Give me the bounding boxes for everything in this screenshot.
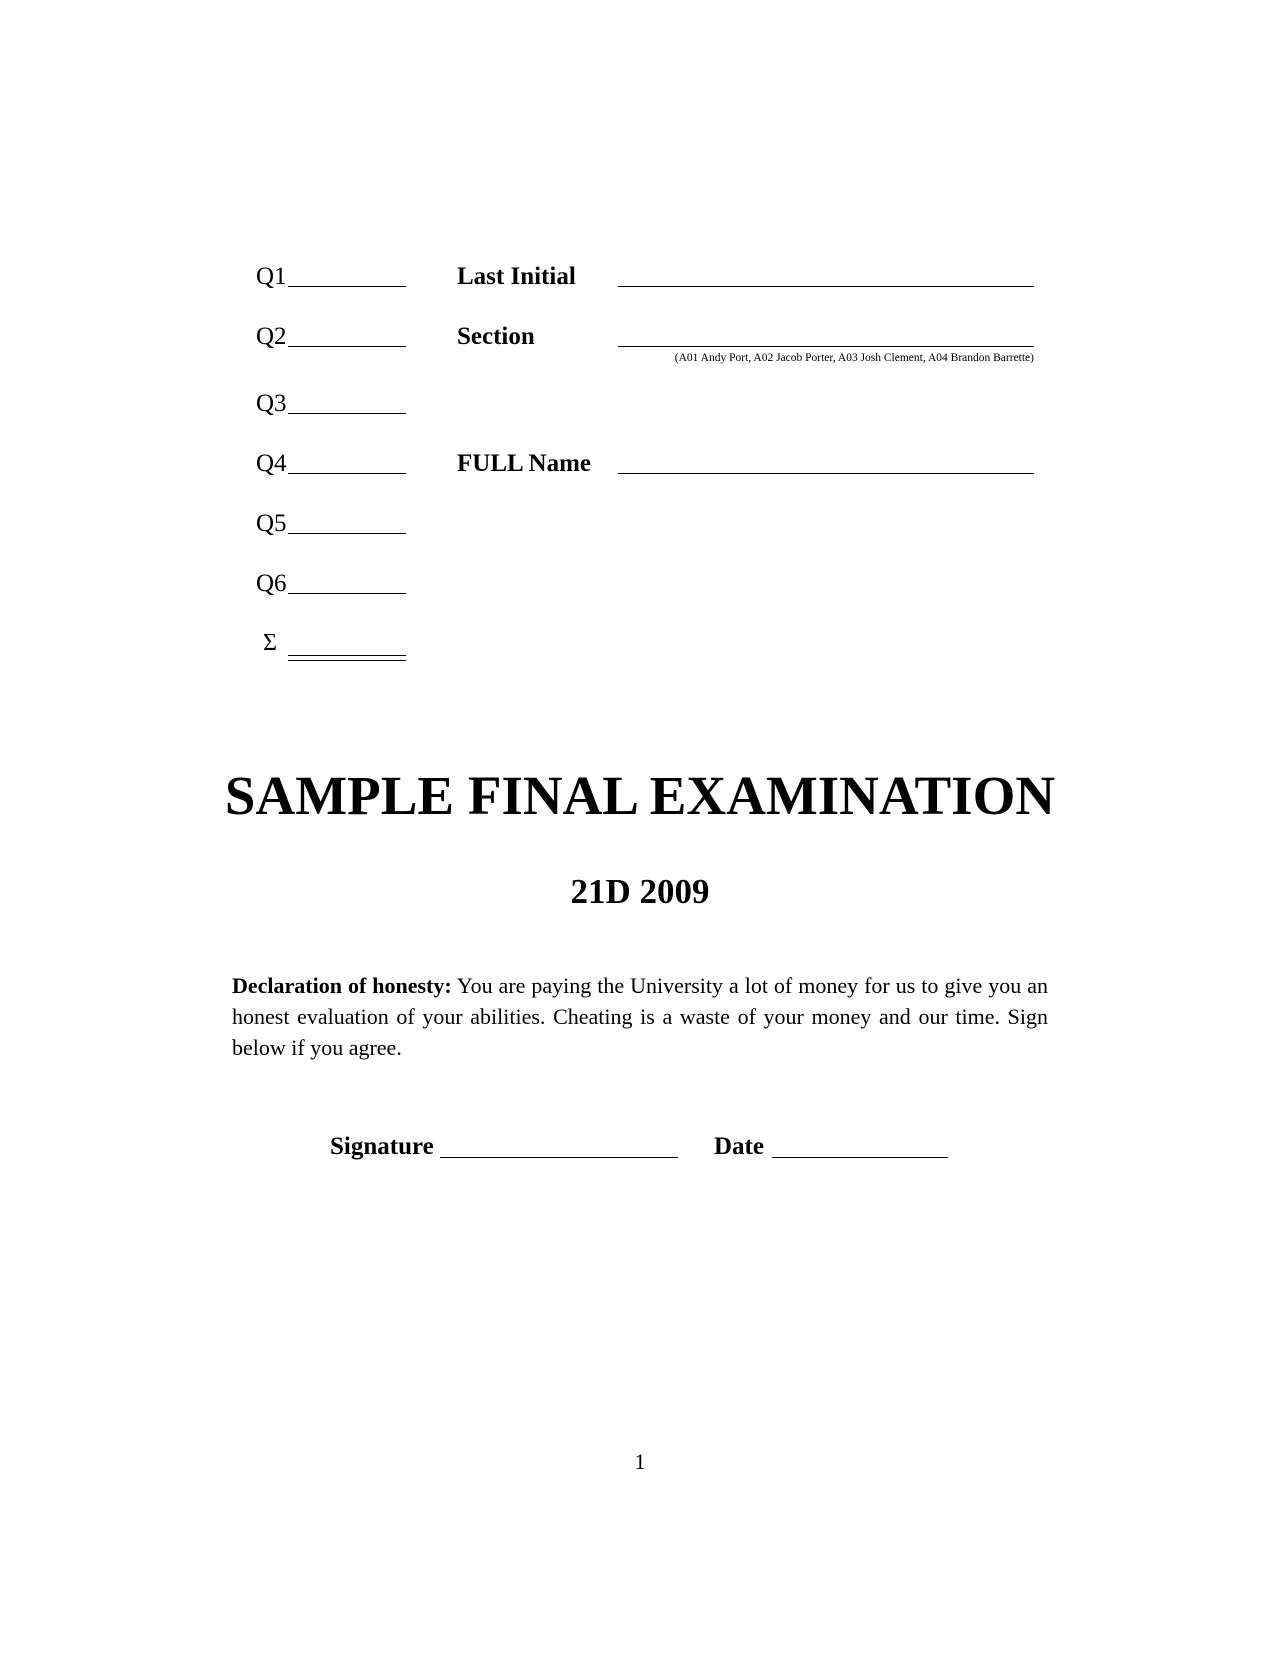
score-row-q5: [256, 504, 416, 538]
score-blank[interactable]: [288, 533, 406, 534]
score-row-q3: [256, 384, 416, 418]
page-title: SAMPLE FINAL EXAMINATION: [224, 765, 1056, 826]
page-number: 1: [634, 1449, 646, 1474]
score-label: Q3: [256, 390, 287, 417]
score-label: Q4: [256, 450, 287, 477]
total-blank[interactable]: [288, 655, 406, 661]
page-subtitle: 21D 2009: [570, 872, 710, 911]
score-blank[interactable]: [288, 473, 406, 474]
section-label: Section: [457, 323, 535, 350]
signature-label: Signature: [330, 1133, 434, 1160]
score-row-q6: [256, 564, 416, 598]
score-row-q4: [256, 444, 416, 478]
score-label: Q2: [256, 323, 287, 350]
score-label: Q5: [256, 510, 287, 537]
score-row-total: [256, 627, 416, 661]
full-name-label: FULL Name: [457, 450, 592, 477]
full-name-blank[interactable]: [618, 473, 1034, 474]
score-blank[interactable]: [288, 286, 406, 287]
last-initial-blank[interactable]: [618, 286, 1034, 287]
section-note: (A01 Andy Port, A02 Jacob Porter, A03 Josh Clement, A04 Brandon Barrette): [674, 352, 1034, 364]
sigma-label: Σ: [263, 630, 277, 656]
score-row-q1: [256, 257, 416, 291]
date-blank[interactable]: [772, 1157, 948, 1158]
score-blank[interactable]: [288, 593, 406, 594]
score-blank[interactable]: [288, 346, 406, 347]
date-label: Date: [714, 1133, 764, 1160]
last-initial-label: Last Initial: [457, 263, 576, 290]
score-blank[interactable]: [288, 413, 406, 414]
score-row-q2: [256, 317, 416, 351]
score-label: Q6: [256, 570, 287, 597]
declaration-text: You are paying the University a lot of money for us to give you an honest evaluation of your abilities. Cheating is a waste of your money and our time. Sign below if you agree.: [232, 973, 1048, 1060]
declaration-paragraph: [232, 970, 1048, 1063]
section-blank[interactable]: [618, 346, 1034, 347]
score-label: Q1: [256, 263, 287, 290]
declaration-heading: Declaration of honesty:: [232, 973, 452, 998]
signature-blank[interactable]: [440, 1157, 678, 1158]
